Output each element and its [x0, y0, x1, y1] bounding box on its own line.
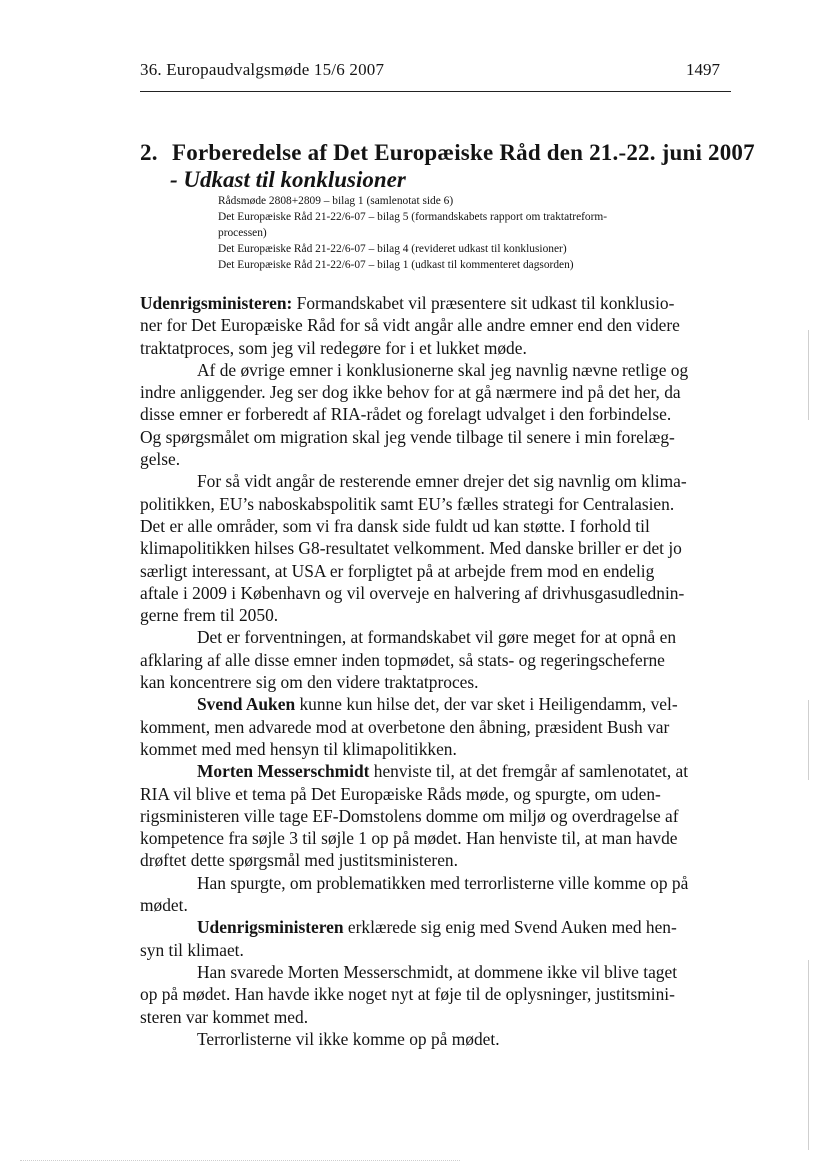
text-line: politikken, EU’s naboskabspolitik samt EU’s fælles strategi for Centralasien. [140, 493, 675, 514]
text-line: RIA vil blive et tema på Det Europæiske Råds møde, og spurgte, om uden- [140, 783, 661, 804]
section-heading [140, 140, 755, 166]
section-number: 2. [140, 140, 158, 165]
scan-bottom-dots [20, 1160, 460, 1162]
text-line: For så vidt angår de resterende emner drejer det sig navnlig om klima- [197, 471, 687, 492]
text-line: aftale i 2009 i København og vil overveje en halvering af drivhusgasudlednin- [140, 582, 685, 603]
text-line: Terrorlisterne vil ikke komme op på mødet. [197, 1028, 500, 1049]
text-line: Det er alle områder, som vi fra dansk side fuldt ud kan støtte. I forhold til [140, 515, 650, 536]
text-line: kompetence fra søjle 3 til søjle 1 op på mødet. Han henviste til, at man havde [140, 828, 678, 849]
text-line: ner for Det Europæiske Råd for så vidt angår alle andre emner end den videre [140, 315, 680, 336]
text-line: Og spørgsmålet om migration skal jeg vende tilbage til senere i min forelæg- [140, 426, 675, 447]
text-line: komment, men advarede mod at overbetone den åbning, præsident Bush var [140, 716, 670, 737]
scan-edge-mark [808, 330, 809, 420]
text-line: Han spurgte, om problematikken med terrorlisterne ville komme op på [197, 872, 689, 893]
reference-item: processen) [218, 227, 267, 239]
text-line: op på mødet. Han havde ikke noget nyt at føje til de oplysninger, justitsmini- [140, 984, 675, 1005]
speaker-name: Udenrigsministeren [197, 917, 344, 938]
text-line: klimapolitikken hilses G8-resultatet velkomment. Med danske briller er det jo [140, 538, 682, 559]
text-line: afklaring af alle disse emner inden topmødet, så stats- og regeringscheferne [140, 649, 665, 670]
reference-list [218, 193, 738, 273]
reference-item: Det Europæiske Råd 21-22/6-07 – bilag 1 (udkast til kommenteret dagsorden) [218, 259, 574, 271]
text-line: Udenrigsministeren erklærede sig enig med Svend Auken med hen- [197, 917, 677, 938]
text-line: drøftet dette spørgsmål med justitsministeren. [140, 850, 458, 871]
text-line: traktatproces, som jeg vil redegøre for i et lukket møde. [140, 337, 527, 358]
text-line: Det er forventningen, at formandskabet vil gøre meget for at opnå en [197, 627, 677, 648]
reference-item: Det Europæiske Råd 21-22/6-07 – bilag 5 (formandskabets rapport om traktatreform- [218, 211, 608, 223]
text-line: kan koncentrere sig om den videre traktatproces. [140, 672, 479, 693]
speaker-name: Morten Messerschmidt [197, 761, 370, 782]
section-title: Forberedelse af Det Europæiske Råd den 21.-22. juni 2007 [172, 140, 755, 165]
reference-item: Det Europæiske Råd 21-22/6-07 – bilag 4 (revideret udkast til konklusioner) [218, 243, 567, 255]
reference-item: Rådsmøde 2808+2809 – bilag 1 (samlenotat side 6) [218, 195, 454, 207]
text-line: Morten Messerschmidt henviste til, at det fremgår af samlenotatet, at [197, 761, 689, 782]
running-header: 36. Europaudvalgsmøde 15/6 2007 [140, 60, 385, 79]
text-line: kommet med med hensyn til klimapolitikken. [140, 738, 457, 759]
text-line: gelse. [140, 449, 181, 470]
text-line: Svend Auken kunne kun hilse det, der var sket i Heiligendamm, vel- [197, 694, 678, 715]
scan-edge-mark [808, 960, 809, 1150]
text-line: Udenrigsministeren: Formandskabet vil præsentere sit udkast til konklusio- [140, 293, 675, 313]
text-line: særligt interessant, at USA er forpligtet på at arbejde frem mod en endelig [140, 560, 655, 581]
text-line: steren var kommet med. [140, 1006, 309, 1027]
section-subtitle: - Udkast til konklusioner [170, 167, 406, 192]
text-line: gerne frem til 2050. [140, 605, 279, 626]
text-line: rigsministeren ville tage EF-Domstolens domme om miljø og overdragelse af [140, 805, 679, 826]
text-line: syn til klimaet. [140, 939, 244, 960]
speaker-name: Svend Auken [197, 694, 296, 715]
text-line: Af de øvrige emner i konklusionerne skal jeg navnlig nævne retlige og [197, 359, 689, 380]
scan-edge-mark [808, 700, 809, 780]
header-rule [140, 91, 731, 92]
speaker-name: Udenrigsministeren: [140, 293, 293, 313]
body-text [140, 292, 732, 1050]
text-line: mødet. [140, 895, 188, 916]
text-line: disse emner er forberedt af RIA-rådet og forelagt udvalget i den forbindelse. [140, 404, 672, 425]
text-line: indre anliggender. Jeg ser dog ikke behov for at gå nærmere ind på det her, da [140, 382, 681, 403]
page-number: 1497 [686, 60, 720, 79]
text-line: Han svarede Morten Messerschmidt, at dommene ikke vil blive taget [197, 961, 678, 982]
